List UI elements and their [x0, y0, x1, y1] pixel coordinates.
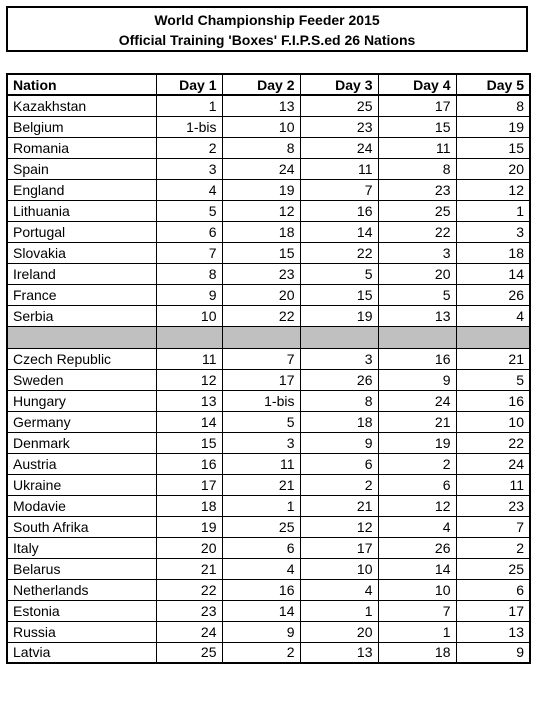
day-5-cell: 11 — [456, 474, 530, 495]
header-day-1: Day 1 — [156, 74, 222, 95]
day-2-cell: 14 — [222, 600, 300, 621]
day-2-cell: 13 — [222, 95, 300, 116]
day-2-cell: 20 — [222, 284, 300, 305]
day-2-cell: 4 — [222, 558, 300, 579]
day-3-cell: 18 — [300, 411, 378, 432]
day-3-cell: 21 — [300, 495, 378, 516]
table-row — [7, 179, 530, 200]
day-4-cell: 23 — [378, 179, 456, 200]
day-2-cell: 24 — [222, 158, 300, 179]
day-5-cell: 26 — [456, 284, 530, 305]
day-5-cell: 1 — [456, 200, 530, 221]
day-4-cell: 1 — [378, 621, 456, 642]
day-1-cell: 19 — [156, 516, 222, 537]
day-3-cell: 13 — [300, 642, 378, 663]
day-4-cell: 10 — [378, 579, 456, 600]
table-row — [7, 642, 530, 663]
day-1-cell: 9 — [156, 284, 222, 305]
day-5-cell: 21 — [456, 348, 530, 369]
header-nation: Nation — [7, 74, 156, 95]
day-2-cell: 1 — [222, 495, 300, 516]
day-4-cell: 9 — [378, 369, 456, 390]
table-row — [7, 432, 530, 453]
nation-cell: Serbia — [7, 305, 156, 326]
day-5-cell: 2 — [456, 537, 530, 558]
separator-cell — [456, 326, 530, 348]
table-row — [7, 116, 530, 137]
table-row — [7, 411, 530, 432]
day-3-cell: 24 — [300, 137, 378, 158]
day-4-cell: 19 — [378, 432, 456, 453]
day-4-cell: 25 — [378, 200, 456, 221]
day-3-cell: 22 — [300, 242, 378, 263]
table-row — [7, 516, 530, 537]
title-line-2: Official Training 'Boxes' F.I.P.S.ed 26 Nations — [118, 32, 416, 48]
day-5-cell: 6 — [456, 579, 530, 600]
day-1-cell: 1-bis — [156, 116, 222, 137]
nation-cell: Sweden — [7, 369, 156, 390]
nation-cell: France — [7, 284, 156, 305]
nation-cell: Kazakhstan — [7, 95, 156, 116]
separator-cell — [156, 326, 222, 348]
day-2-cell: 3 — [222, 432, 300, 453]
day-5-cell: 25 — [456, 558, 530, 579]
day-4-cell: 11 — [378, 137, 456, 158]
day-1-cell: 8 — [156, 263, 222, 284]
day-3-cell: 12 — [300, 516, 378, 537]
day-5-cell: 15 — [456, 137, 530, 158]
day-5-cell: 17 — [456, 600, 530, 621]
day-1-cell: 21 — [156, 558, 222, 579]
title-box — [6, 6, 528, 52]
table-row — [7, 305, 530, 326]
nation-cell: Lithuania — [7, 200, 156, 221]
day-4-cell: 3 — [378, 242, 456, 263]
day-1-cell: 3 — [156, 158, 222, 179]
day-5-cell: 13 — [456, 621, 530, 642]
day-4-cell: 26 — [378, 537, 456, 558]
separator-row — [7, 326, 530, 348]
day-3-cell: 19 — [300, 305, 378, 326]
day-4-cell: 15 — [378, 116, 456, 137]
day-5-cell: 14 — [456, 263, 530, 284]
day-2-cell: 10 — [222, 116, 300, 137]
header-day-2: Day 2 — [222, 74, 300, 95]
day-1-cell: 16 — [156, 453, 222, 474]
table-row — [7, 284, 530, 305]
day-2-cell: 18 — [222, 221, 300, 242]
day-2-cell: 8 — [222, 137, 300, 158]
table-row — [7, 453, 530, 474]
table-row — [7, 474, 530, 495]
day-5-cell: 23 — [456, 495, 530, 516]
nation-cell: Belgium — [7, 116, 156, 137]
day-1-cell: 23 — [156, 600, 222, 621]
separator-cell — [300, 326, 378, 348]
table-row — [7, 495, 530, 516]
day-2-cell: 22 — [222, 305, 300, 326]
day-1-cell: 7 — [156, 242, 222, 263]
day-5-cell: 3 — [456, 221, 530, 242]
day-1-cell: 14 — [156, 411, 222, 432]
day-2-cell: 9 — [222, 621, 300, 642]
day-4-cell: 18 — [378, 642, 456, 663]
day-4-cell: 4 — [378, 516, 456, 537]
table-row — [7, 579, 530, 600]
table-row — [7, 621, 530, 642]
header-day-5: Day 5 — [456, 74, 530, 95]
table-row — [7, 600, 530, 621]
day-5-cell: 22 — [456, 432, 530, 453]
day-3-cell: 11 — [300, 158, 378, 179]
nation-cell: Portugal — [7, 221, 156, 242]
nation-cell: Austria — [7, 453, 156, 474]
day-5-cell: 16 — [456, 390, 530, 411]
day-3-cell: 8 — [300, 390, 378, 411]
day-3-cell: 20 — [300, 621, 378, 642]
day-1-cell: 12 — [156, 369, 222, 390]
separator-cell — [7, 326, 156, 348]
day-1-cell: 17 — [156, 474, 222, 495]
nation-cell: Ireland — [7, 263, 156, 284]
nation-cell: Spain — [7, 158, 156, 179]
day-3-cell: 14 — [300, 221, 378, 242]
day-4-cell: 5 — [378, 284, 456, 305]
day-1-cell: 1 — [156, 95, 222, 116]
day-4-cell: 8 — [378, 158, 456, 179]
day-1-cell: 25 — [156, 642, 222, 663]
day-1-cell: 24 — [156, 621, 222, 642]
title-line-1: World Championship Feeder 2015 — [154, 12, 380, 28]
day-1-cell: 13 — [156, 390, 222, 411]
day-4-cell: 24 — [378, 390, 456, 411]
nation-cell: Estonia — [7, 600, 156, 621]
table-row — [7, 200, 530, 221]
day-3-cell: 7 — [300, 179, 378, 200]
day-2-cell: 1-bis — [222, 390, 300, 411]
day-1-cell: 20 — [156, 537, 222, 558]
day-3-cell: 6 — [300, 453, 378, 474]
day-2-cell: 23 — [222, 263, 300, 284]
day-3-cell: 2 — [300, 474, 378, 495]
day-5-cell: 24 — [456, 453, 530, 474]
day-2-cell: 11 — [222, 453, 300, 474]
table-row — [7, 158, 530, 179]
day-4-cell: 7 — [378, 600, 456, 621]
day-4-cell: 17 — [378, 95, 456, 116]
day-2-cell: 7 — [222, 348, 300, 369]
day-2-cell: 12 — [222, 200, 300, 221]
nation-cell: Germany — [7, 411, 156, 432]
day-2-cell: 15 — [222, 242, 300, 263]
day-3-cell: 9 — [300, 432, 378, 453]
day-3-cell: 4 — [300, 579, 378, 600]
day-3-cell: 25 — [300, 95, 378, 116]
day-4-cell: 22 — [378, 221, 456, 242]
day-4-cell: 21 — [378, 411, 456, 432]
day-4-cell: 14 — [378, 558, 456, 579]
day-3-cell: 23 — [300, 116, 378, 137]
table-row — [7, 369, 530, 390]
day-5-cell: 19 — [456, 116, 530, 137]
table-row — [7, 221, 530, 242]
nation-cell: Italy — [7, 537, 156, 558]
table-row — [7, 537, 530, 558]
day-4-cell: 20 — [378, 263, 456, 284]
day-3-cell: 5 — [300, 263, 378, 284]
nation-cell: Belarus — [7, 558, 156, 579]
table-row — [7, 137, 530, 158]
day-2-cell: 16 — [222, 579, 300, 600]
day-2-cell: 6 — [222, 537, 300, 558]
day-1-cell: 18 — [156, 495, 222, 516]
day-3-cell: 10 — [300, 558, 378, 579]
day-1-cell: 11 — [156, 348, 222, 369]
nation-cell: South Afrika — [7, 516, 156, 537]
day-1-cell: 6 — [156, 221, 222, 242]
nation-cell: Netherlands — [7, 579, 156, 600]
nation-cell: Latvia — [7, 642, 156, 663]
day-3-cell: 26 — [300, 369, 378, 390]
nation-cell: Ukraine — [7, 474, 156, 495]
table-row — [7, 95, 530, 116]
day-5-cell: 18 — [456, 242, 530, 263]
day-1-cell: 15 — [156, 432, 222, 453]
day-4-cell: 16 — [378, 348, 456, 369]
table-row — [7, 242, 530, 263]
header-row — [7, 74, 530, 95]
day-5-cell: 5 — [456, 369, 530, 390]
table-body — [7, 95, 530, 663]
nation-cell: England — [7, 179, 156, 200]
separator-cell — [378, 326, 456, 348]
nation-cell: Czech Republic — [7, 348, 156, 369]
table-row — [7, 390, 530, 411]
day-5-cell: 12 — [456, 179, 530, 200]
day-3-cell: 16 — [300, 200, 378, 221]
day-1-cell: 5 — [156, 200, 222, 221]
table-row — [7, 558, 530, 579]
day-2-cell: 21 — [222, 474, 300, 495]
table-row — [7, 348, 530, 369]
day-5-cell: 4 — [456, 305, 530, 326]
separator-cell — [222, 326, 300, 348]
nation-cell: Romania — [7, 137, 156, 158]
day-1-cell: 2 — [156, 137, 222, 158]
day-2-cell: 17 — [222, 369, 300, 390]
nation-cell: Modavie — [7, 495, 156, 516]
day-1-cell: 10 — [156, 305, 222, 326]
day-5-cell: 8 — [456, 95, 530, 116]
table-row — [7, 263, 530, 284]
day-4-cell: 12 — [378, 495, 456, 516]
day-1-cell: 22 — [156, 579, 222, 600]
nation-cell: Denmark — [7, 432, 156, 453]
nations-table — [6, 73, 531, 664]
nation-cell: Slovakia — [7, 242, 156, 263]
day-3-cell: 1 — [300, 600, 378, 621]
day-5-cell: 10 — [456, 411, 530, 432]
day-3-cell: 15 — [300, 284, 378, 305]
day-2-cell: 5 — [222, 411, 300, 432]
nation-cell: Hungary — [7, 390, 156, 411]
day-4-cell: 6 — [378, 474, 456, 495]
day-5-cell: 7 — [456, 516, 530, 537]
day-4-cell: 2 — [378, 453, 456, 474]
day-2-cell: 19 — [222, 179, 300, 200]
header-day-4: Day 4 — [378, 74, 456, 95]
header-day-3: Day 3 — [300, 74, 378, 95]
day-5-cell: 9 — [456, 642, 530, 663]
day-2-cell: 25 — [222, 516, 300, 537]
day-1-cell: 4 — [156, 179, 222, 200]
day-3-cell: 3 — [300, 348, 378, 369]
nation-cell: Russia — [7, 621, 156, 642]
day-2-cell: 2 — [222, 642, 300, 663]
day-5-cell: 20 — [456, 158, 530, 179]
day-3-cell: 17 — [300, 537, 378, 558]
day-4-cell: 13 — [378, 305, 456, 326]
